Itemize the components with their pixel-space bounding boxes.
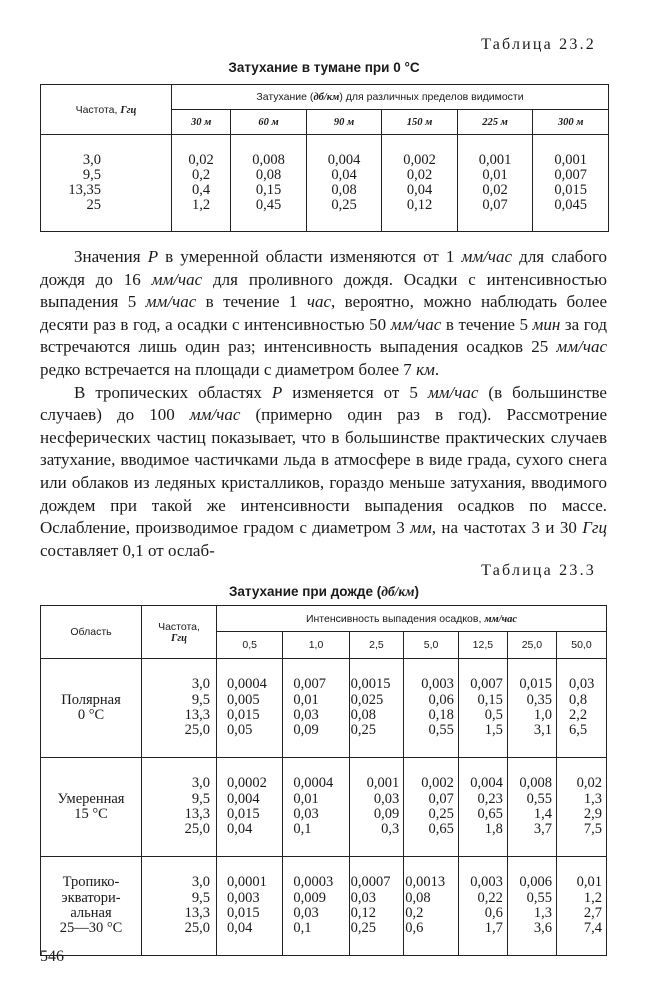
column-header: 5,0 <box>404 632 459 659</box>
table-23-2-title: Затухание в тумане при 0 °С <box>228 60 420 75</box>
value-cell: 0,0004 0,005 0,015 0,05 <box>217 659 283 758</box>
freq-cell: 3,0 9,5 13,3 25,0 <box>142 758 217 857</box>
column-header: 2,5 <box>349 632 404 659</box>
group-header-unit: дб/км <box>313 92 340 103</box>
region-cell: Умеренная 15 °С <box>41 758 142 857</box>
table-23-3-title: Затухание при дожде (дб/км) <box>228 584 420 599</box>
value-cell: 0,001 0,007 0,015 0,045 <box>533 135 609 232</box>
column-header: 0,5 <box>217 632 283 659</box>
value-cell: 0,007 0,15 0,5 1,5 <box>458 659 507 758</box>
table-23-3-label: Таблица 23.3 <box>481 562 596 579</box>
value-cell: 0,0003 0,009 0,03 0,1 <box>283 857 349 956</box>
value-cell: 0,02 0,2 0,4 1,2 <box>172 135 231 232</box>
value-cell: 0,008 0,08 0,15 0,45 <box>231 135 307 232</box>
value-cell: 0,004 0,23 0,65 1,8 <box>458 758 507 857</box>
value-cell: 0,002 0,07 0,25 0,65 <box>404 758 459 857</box>
value-cell: 0,015 0,35 1,0 3,1 <box>507 659 556 758</box>
value-cell: 0,004 0,04 0,08 0,25 <box>306 135 382 232</box>
value-cell: 0,001 0,03 0,09 0,3 <box>349 758 404 857</box>
value-cell: 0,001 0,01 0,02 0,07 <box>457 135 533 232</box>
freq-cell: 3,0 9,5 13,35 25 <box>41 135 172 232</box>
value-cell: 0,008 0,55 1,4 3,7 <box>507 758 556 857</box>
value-cell: 0,007 0,01 0,03 0,09 <box>283 659 349 758</box>
value-cell: 0,0013 0,08 0,2 0,6 <box>404 857 459 956</box>
region-header: Область <box>41 606 142 659</box>
paragraph-1: Значения P в умеренной области изменяются от 1 мм/час для слабого дождя до 16 мм/час для проливного дождя. Осадки с интенсивностью выпадения 5 мм/час в течение 1 час, вероятно, можно наблюдать более десяти раз в год, а осадки с интенсивностью 50 мм/час в течение 5 мин за год встречаются лишь один раз; интенсивность выпадения осадков 25 мм/час редко встречается на площади с диаметром более 7 км. <box>40 247 607 379</box>
paragraph-2: В тропических областях P изменяется от 5 мм/час (в большинстве случаев) до 100 мм/час (примерно один раз в год). Рассмотрение несферических частиц показывает, что в большинстве практических случаев затухание, вводимое частичками льда в атмосфере в виде града, сухого снега или облаков из ледяных кристалликов, гораздо меньше затухания, вводимого дождем при такой же интенсивности выпадения осадков по массе. Ослабление, производимое градом с диаметром 3 мм, на частотах 3 и 30 Ггц составляет 0,1 от ослаб- <box>40 382 607 560</box>
region-cell: Полярная 0 °С <box>41 659 142 758</box>
column-header: 225 м <box>457 110 533 135</box>
value-cell: 0,003 0,06 0,18 0,55 <box>404 659 459 758</box>
column-header: 12,5 <box>458 632 507 659</box>
column-header: 90 м <box>306 110 382 135</box>
visibility-group-header <box>172 85 609 110</box>
table-row <box>41 857 607 956</box>
column-header: 60 м <box>231 110 307 135</box>
value-cell: 0,0001 0,003 0,015 0,04 <box>217 857 283 956</box>
column-header: 50,0 <box>556 632 606 659</box>
column-header: 1,0 <box>283 632 349 659</box>
value-cell: 0,0007 0,03 0,12 0,25 <box>349 857 404 956</box>
value-cell: 0,0004 0,01 0,03 0,1 <box>283 758 349 857</box>
value-cell: 0,003 0,22 0,6 1,7 <box>458 857 507 956</box>
table-23-2-label: Таблица 23.2 <box>481 36 596 53</box>
freq-unit: Ггц <box>120 104 137 116</box>
value-cell: 0,02 1,3 2,9 7,5 <box>556 758 606 857</box>
column-header: 25,0 <box>507 632 556 659</box>
region-cell: Тропико- экватори- альная 25—30 °С <box>41 857 142 956</box>
freq-cell: 3,0 9,5 13,3 25,0 <box>142 659 217 758</box>
value-cell: 0,0015 0,025 0,08 0,25 <box>349 659 404 758</box>
freq-cell: 3,0 9,5 13,3 25,0 <box>142 857 217 956</box>
value-cell: 0,006 0,55 1,3 3,6 <box>507 857 556 956</box>
rain-attenuation-table <box>40 605 607 956</box>
column-header: 300 м <box>533 110 609 135</box>
intensity-group-header: Интенсивность выпадения осадков, мм/час <box>217 606 607 632</box>
value-cell: 0,0002 0,004 0,015 0,04 <box>217 758 283 857</box>
fog-attenuation-table <box>40 84 609 232</box>
value-cell: 0,01 1,2 2,7 7,4 <box>556 857 606 956</box>
freq-header-cell <box>41 85 172 135</box>
column-header: 150 м <box>382 110 458 135</box>
group-header-post: ) для различных пределов видимости <box>339 91 524 103</box>
group-header-pre: Затухание ( <box>256 91 314 103</box>
table-row <box>41 758 607 857</box>
freq-header: Частота, <box>75 103 118 116</box>
value-cell: 0,03 0,8 2,2 6,5 <box>556 659 606 758</box>
column-header: 30 м <box>172 110 231 135</box>
value-cell: 0,002 0,02 0,04 0,12 <box>382 135 458 232</box>
freq-header-cell: Частота, Ггц <box>142 606 217 659</box>
page-number: 546 <box>40 948 64 965</box>
table-row <box>41 659 607 758</box>
body-text <box>40 246 607 562</box>
